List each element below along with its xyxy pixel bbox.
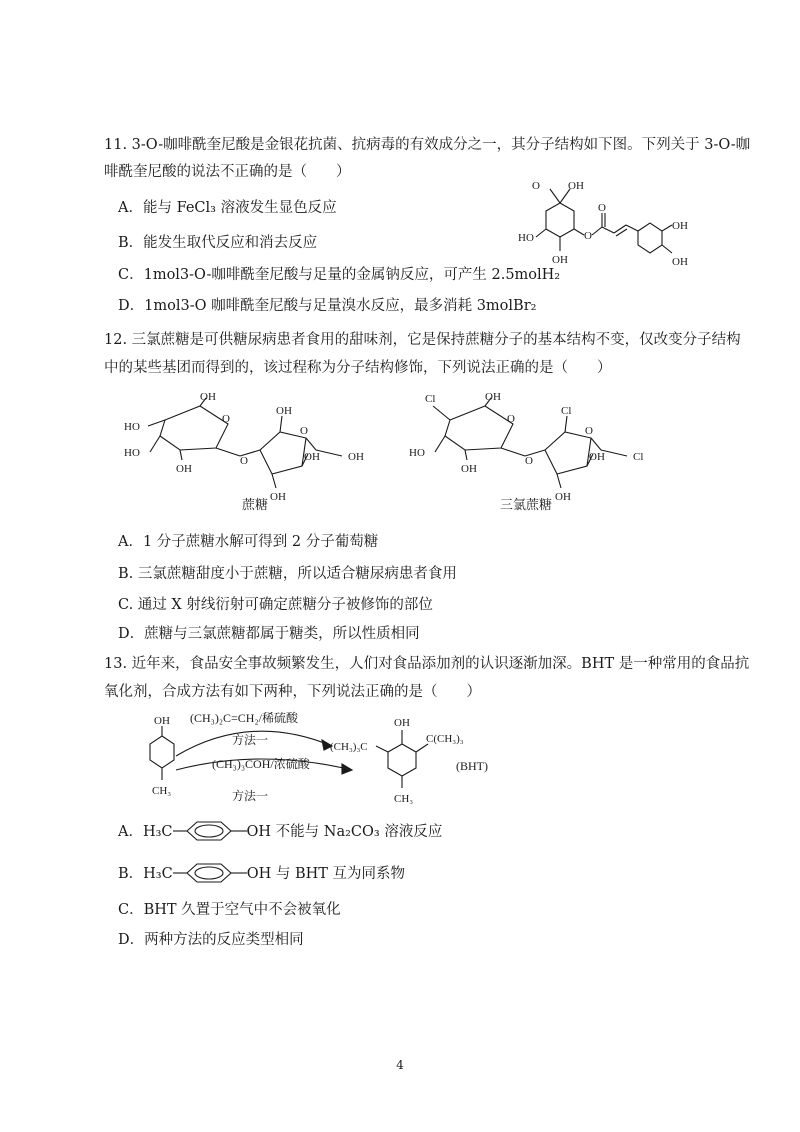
q12-option-a: A．1 分子蔗糖水解可得到 2 分子葡萄糖 <box>118 534 379 550</box>
q12-option-d: D．蔗糖与三氯蔗糖都属于糖类，所以性质相同 <box>118 626 420 642</box>
q12-fig-oh-label: OH <box>589 451 605 463</box>
q12-option-c: C. 通过 X 射线衍射可确定蔗糖分子被修饰的部位 <box>118 597 433 613</box>
q12-fig-oh-label: OH <box>348 451 364 463</box>
q11-option-c: C．1mol3-O-咖啡酰奎尼酸与足量的金属钠反应，可产生 2.5molH₂ <box>118 267 561 283</box>
q12-stem-line2: 中的某些基团而得到的，该过程称为分子结构修饰，下列说法正确的是（ ） <box>104 360 612 376</box>
q13-reactant-ch3-label: CH₃ <box>152 785 172 797</box>
q13-reactant-oh-label: OH <box>154 715 170 727</box>
q13-product-sub-right: C(CH₃)₃ <box>426 733 464 745</box>
q11-fig-carbonyl-o-label: O <box>598 202 606 214</box>
q12-fig-oh-label: OH <box>276 405 292 417</box>
q12-fig-ho-label: HO <box>124 421 140 433</box>
q11-option-a: A．能与 FeCl₃ 溶液发生显色反应 <box>118 200 337 216</box>
q12-fig-cl-label: Cl <box>425 393 436 405</box>
q12-fig-cl-label: Cl <box>561 405 572 417</box>
q13-option-b-prefix: B．H₃C <box>118 866 173 882</box>
q13-reagent1: (CH₃)₂C=CH₂/稀硫酸 <box>190 711 298 725</box>
q13-option-a <box>118 820 442 842</box>
q13-bht-label: (BHT) <box>456 759 488 773</box>
q12-fig-cl-label: Cl <box>633 451 644 463</box>
q11-fig-oh-label: OH <box>568 180 584 192</box>
q11-fig-oh-label: OH <box>672 256 688 268</box>
q12-fig-ring-o-label: O <box>585 425 593 437</box>
benzene-ring-icon <box>173 820 247 842</box>
page-number: 4 <box>396 1058 404 1072</box>
q12-fig-ring-o-label: O <box>507 413 515 425</box>
q11-fig-ho-label: HO <box>518 232 534 244</box>
q13-option-a-prefix: A．H₃C <box>118 824 173 840</box>
q12-fig-oh-label: OH <box>304 451 320 463</box>
q11-option-d: D．1mol3-O 咖啡酰奎尼酸与足量溴水反应，最多消耗 3molBr₂ <box>118 298 537 314</box>
q11-stem-line2: 啡酰奎尼酸的说法不正确的是（ ） <box>104 164 351 180</box>
q13-option-c: C．BHT 久置于空气中不会被氧化 <box>118 902 341 918</box>
q12-fig-ring-o-label: O <box>300 425 308 437</box>
q12-fig-oh-label: OH <box>270 491 286 503</box>
q12-fig-oh-label: OH <box>555 491 571 503</box>
q13-stem-line1: 13. 近年来，食品安全事故频繁发生，人们对食品添加剂的认识逐渐加深。BHT 是一种常用的食品抗 <box>104 656 750 672</box>
q13-reaction-scheme <box>140 708 540 810</box>
q12-fig-ho-label: HO <box>124 447 140 459</box>
q12-fig-link-o-label: O <box>240 455 248 467</box>
q11-structure-figure <box>512 175 702 275</box>
q13-option-b <box>118 862 405 884</box>
q13-option-a-suffix: OH 不能与 Na₂CO₃ 溶液反应 <box>246 824 443 840</box>
q12-option-b: B. 三氯蔗糖甜度小于蔗糖，所以适合糖尿病患者食用 <box>118 566 457 582</box>
q11-fig-ester-o-label: O <box>584 230 592 242</box>
q13-stem-line2: 氧化剂，合成方法有如下两种，下列说法正确的是（ ） <box>104 684 481 700</box>
q12-caption-sucralose: 三氯蔗糖 <box>500 498 553 513</box>
q12-fig-oh-label: OH <box>176 463 192 475</box>
q13-method1: 方法一 <box>232 733 269 747</box>
q12-stem-line1: 12. 三氯蔗糖是可供糖尿病患者食用的甜味剂，它是保持蔗糖分子的基本结构不变，仅改变分子结构 <box>104 332 741 348</box>
q13-product-oh-label: OH <box>394 717 410 729</box>
q12-fig-link-o-label: O <box>525 455 533 467</box>
q12-fig-ho-label: HO <box>409 447 425 459</box>
q11-fig-oh-label: OH <box>552 254 568 266</box>
benzene-ring-icon <box>173 862 247 884</box>
q12-fig-oh-label: OH <box>485 391 501 403</box>
q12-caption-sucrose: 蔗糖 <box>242 498 269 513</box>
q13-product-sub-left: (CH₃)₃C <box>330 741 368 753</box>
q13-reagent2: (CH₃)₃COH/浓硫酸 <box>212 757 310 771</box>
q13-product-ch3-label: CH₃ <box>394 793 414 805</box>
q12-fig-oh-label: OH <box>200 391 216 403</box>
q13-option-b-suffix: OH 与 BHT 互为同系物 <box>246 866 406 882</box>
q13-option-d: D．两种方法的反应类型相同 <box>118 932 304 948</box>
q13-method2: 方法一 <box>232 789 269 803</box>
q12-fig-oh-label: OH <box>461 463 477 475</box>
q11-fig-oh-label: OH <box>672 220 688 232</box>
q11-stem-line1: 11. 3-O-咖啡酰奎尼酸是金银花抗菌、抗病毒的有效成分之一，其分子结构如下图。下列关于 3-O-咖 <box>104 137 751 153</box>
q12-fig-ring-o-label: O <box>222 413 230 425</box>
q11-fig-o-label: O <box>532 180 540 192</box>
q11-option-b: B．能发生取代反应和消去反应 <box>118 235 318 251</box>
